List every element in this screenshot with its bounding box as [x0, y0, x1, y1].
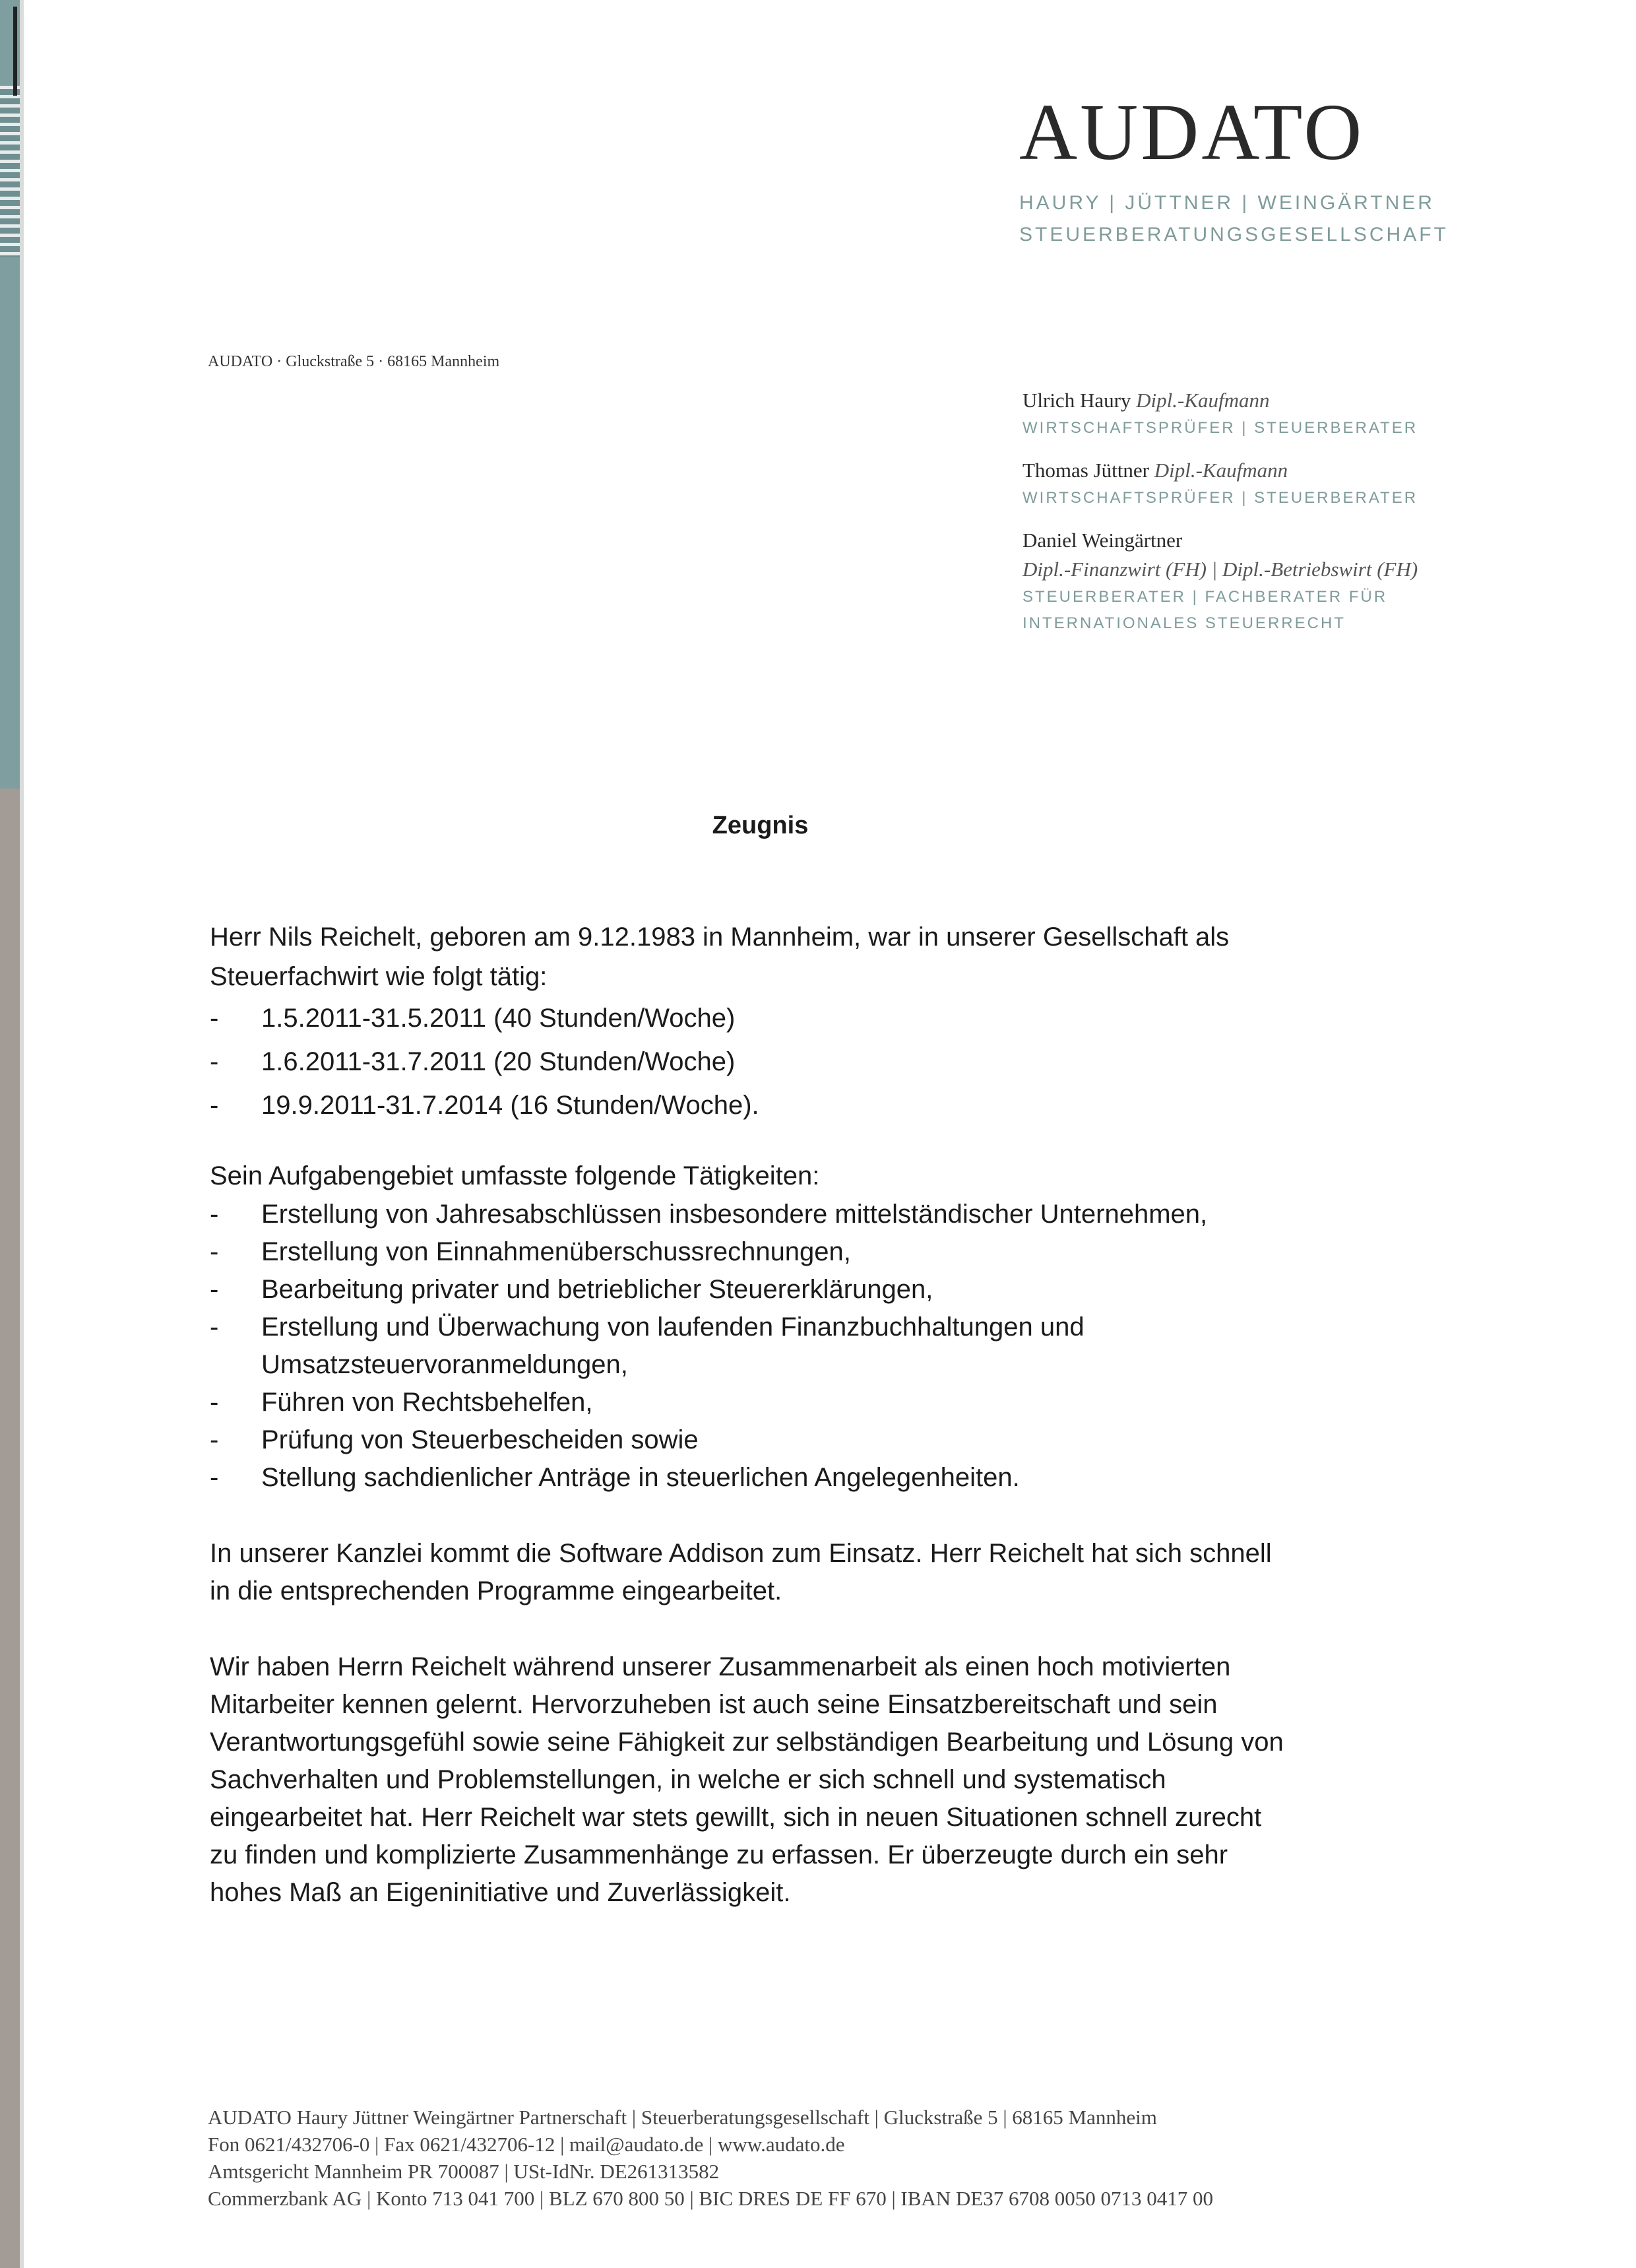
task-item: - Bearbeitung privater und betrieblicher Steuererklärungen,: [210, 1271, 1397, 1309]
intro-line: Herr Nils Reichelt, geboren am 9.12.1983 in Mannheim, war in unserer Gesellschaft als: [210, 923, 1230, 952]
task-item: - Erstellung von Jahresabschlüssen insbesondere mittelständischer Unternehmen,: [210, 1196, 1397, 1233]
paragraph-line: Wir haben Herrn Reichelt während unserer Zusammenarbeit als einen hoch motivierten: [210, 1652, 1231, 1681]
intro-paragraph: [210, 917, 1397, 996]
paragraph-line: Mitarbeiter kennen gelernt. Hervorzuheben ist auch seine Einsatzbereitschaft und sein: [210, 1690, 1218, 1719]
employment-periods: [210, 996, 1397, 1127]
partner-list: [1022, 386, 1524, 651]
scan-edge-mark: [13, 7, 17, 96]
logo-wordmark: AUDATO: [1019, 88, 1365, 177]
evaluation-paragraph: [210, 1648, 1397, 1912]
period-item: - 1.6.2011-31.7.2011 (20 Stunden/Woche): [210, 1040, 1397, 1084]
footer-line: Commerzbank AG | Konto 713 041 700 | BLZ 670 800 50 | BIC DRES DE FF 670 | IBAN DE37 6708 0050 0713 0417 00: [208, 2187, 1214, 2210]
intro-line: Steuerfachwirt wie folgt tätig:: [210, 962, 548, 991]
paragraph-line: zu finden und komplizierte Zusammenhänge zu erfassen. Er überzeugte durch ein sehr: [210, 1840, 1228, 1869]
partner-degree: Dipl.-Finanzwirt (FH) | Dipl.-Betriebswirt (FH): [1022, 558, 1418, 581]
partner-title-continued: INTERNATIONALES STEUERRECHT: [1022, 614, 1346, 632]
document-heading: Zeugnis: [712, 812, 809, 839]
partner-haury: [1022, 386, 1524, 441]
company-logo: [1019, 88, 1481, 251]
task-item: - Führen von Rechtsbehelfen,: [210, 1384, 1397, 1421]
paragraph-line: in die entsprechenden Programme eingearbeitet.: [210, 1576, 782, 1605]
letterhead-footer: [208, 2104, 1213, 2212]
partner-title: WIRTSCHAFTSPRÜFER | STEUERBERATER: [1022, 419, 1418, 437]
partner-title: WIRTSCHAFTSPRÜFER | STEUERBERATER: [1022, 489, 1418, 507]
scan-edge-taupe: [0, 789, 20, 2268]
footer-line: Amtsgericht Mannheim PR 700087 | USt-IdNr. DE261313582: [208, 2160, 720, 2183]
partner-weingaertner: [1022, 526, 1524, 637]
partner-degree: Dipl.-Kaufmann: [1136, 389, 1270, 412]
task-text-continued: Umsatzsteuervoranmeldungen,: [261, 1350, 628, 1379]
paragraph-line: hohes Maß an Eigeninitiative und Zuverlässigkeit.: [210, 1878, 791, 1907]
paragraph-line: Sachverhalten und Problemstellungen, in welche er sich schnell und systematisch: [210, 1765, 1166, 1794]
partner-name: Thomas Jüttner: [1022, 459, 1149, 482]
footer-line: AUDATO Haury Jüttner Weingärtner Partnerschaft | Steuerberatungsgesellschaft | Gluckstraße 5 | 68165 Mannheim: [208, 2106, 1157, 2129]
partner-title: STEUERBERATER | FACHBERATER FÜR: [1022, 588, 1388, 606]
logo-company-type: STEUERBERATUNGSGESELLSCHAFT: [1019, 224, 1449, 245]
logo-partners-line: HAURY | JÜTTNER | WEINGÄRTNER: [1019, 192, 1435, 214]
certificate-body: [210, 917, 1397, 1912]
paragraph-line: eingearbeitet hat. Herr Reichelt war stets gewillt, sich in neuen Situationen schnell zurecht: [210, 1803, 1262, 1832]
task-text: Erstellung und Überwachung von laufenden Finanzbuchhaltungen und: [261, 1312, 1085, 1342]
task-list: [210, 1196, 1397, 1497]
paragraph-line: In unserer Kanzlei kommt die Software Addison zum Einsatz. Herr Reichelt hat sich schnell: [210, 1539, 1272, 1568]
sender-address-line: AUDATO · Gluckstraße 5 · 68165 Mannheim: [208, 353, 500, 370]
task-item: - Stellung sachdienlicher Anträge in steuerlichen Angelegenheiten.: [210, 1459, 1397, 1497]
task-item: [210, 1309, 1397, 1384]
period-item: - 1.5.2011-31.5.2011 (40 Stunden/Woche): [210, 996, 1397, 1040]
scan-edge-highlight: [20, 0, 24, 2268]
tasks-intro: Sein Aufgabengebiet umfasste folgende Tätigkeiten:: [210, 1161, 820, 1190]
period-item: - 19.9.2011-31.7.2014 (16 Stunden/Woche).: [210, 1084, 1397, 1127]
footer-line: Fon 0621/432706-0 | Fax 0621/432706-12 | mail@audato.de | www.audato.de: [208, 2133, 845, 2156]
partner-name: Ulrich Haury: [1022, 389, 1131, 412]
paragraph-line: Verantwortungsgefühl sowie seine Fähigkeit zur selbständigen Bearbeitung und Lösung von: [210, 1728, 1284, 1757]
partner-degree: Dipl.-Kaufmann: [1154, 459, 1288, 482]
partner-name: Daniel Weingärtner: [1022, 529, 1183, 552]
partner-juettner: [1022, 456, 1524, 511]
task-item: - Erstellung von Einnahmenüberschussrechnungen,: [210, 1233, 1397, 1271]
software-paragraph: [210, 1535, 1397, 1610]
scan-edge-stripes: [0, 86, 20, 257]
task-item: - Prüfung von Steuerbescheiden sowie: [210, 1421, 1397, 1459]
